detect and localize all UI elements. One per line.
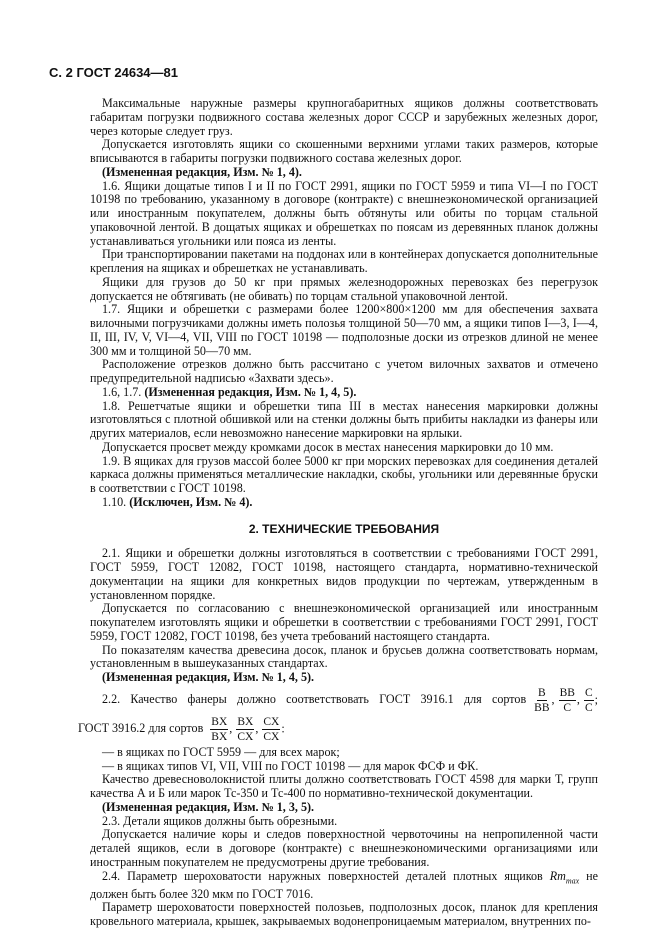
paragraph: 2.3. Детали ящиков должны быть обрезными.	[102, 813, 338, 828]
fraction: $\frac{BX}{BX}$	[211, 715, 228, 743]
list-item: — в ящиках по ГОСТ 5959 — для всех марок;	[102, 744, 340, 759]
paragraph: По показателям качества древесина досок, планок и брусьев должна соответствовать нормам, установленным в вышеуказанных стандартах.	[90, 642, 598, 671]
amendment-note: (Измененная редакция, Изм. № 1, 4).	[102, 164, 302, 179]
paragraph: 1.8. Решетчатые ящики и обрешетки типа III в местах нанесения маркировки должны изготовляться с плотной обшивкой или на стенки должны быть прибиты накладки из фанеры или других материалов, если невозможно нанесение маркировки на ярлыки.	[90, 398, 598, 440]
paragraph	[90, 870, 598, 902]
fraction: $\frac{C}{C}$	[584, 686, 593, 714]
paragraph: Параметр шероховатости поверхностей полозьев, подполозных досок, планок для крепления кровельного материала, крышек, закрываемых водонепроницаемым материалом, внутренних по-	[90, 900, 598, 929]
paragraph-text: 2.4. Параметр шероховатости наружных поверхностей деталей плотных ящиков	[102, 868, 550, 883]
paragraph: Качество древесноволокнистой плиты должно соответствовать ГОСТ 4598 для марки Т, групп качества А и Б или марок Тс-350 и Тс-400 по нормативно-технической документации.	[90, 772, 598, 800]
fraction-line-2	[78, 716, 598, 743]
paragraph: 1.9. В ящиках для грузов массой более 5000 кг при морских перевозках для соединения деталей каркаса должны применяться металлические накладки, скобы, угольники или деревянные бруски в соответствии с ГОСТ 10198.	[90, 453, 598, 495]
fraction-line-1	[90, 687, 598, 714]
paragraph: 1.7. Ящики и обрешетки с размерами более 1200×800×1200 мм для обеспечения захвата вилочными погрузчиками должны иметь полозья толщиной 50—70 мм, а ящики типов I—3, I—4, II, III, IV, V, VI—4, VII, VIII по ГОСТ 10198 — подполозные доски из отрезков длиной не менее 300 мм и толщиной 50—70 мм.	[90, 302, 598, 358]
amendment-text: (Измененная редакция, Изм. № 1, 4, 5).	[144, 384, 357, 399]
grade-fractions-2: $\frac{BX}{BX}$ , $\frac{BX}{CX}$ , $\frac{CX}{CX}$ :	[211, 715, 285, 743]
paragraph: При транспортировании пакетами на поддонах или в контейнерах допускается дополнительные крепления на ящиках и обрешетках не устанавливать.	[90, 247, 598, 275]
amendment-note	[90, 386, 598, 400]
fraction: $\frac{BB}{C}$	[559, 686, 575, 714]
paragraph-text: не должен быть более 320 мкм по ГОСТ 7016.	[90, 868, 598, 901]
page-header: С. 2 ГОСТ 24634—81	[49, 65, 178, 80]
section-heading: 2. ТЕХНИЧЕСКИЕ ТРЕБОВАНИЯ	[248, 521, 440, 536]
roughness-symbol: Rm	[549, 868, 566, 883]
paragraph: 2.1. Ящики и обрешетки должны изготовляться в соответствии с требованиями ГОСТ 2991, ГОСТ 5959, ГОСТ 12082, ГОСТ 10198, настоящего стандарта, нормативно-технической документации на ящики для конкретных видов продукции по чертежам, утвержденным в установленном порядке.	[90, 546, 598, 602]
paragraph: ГОСТ 3916.2 для сортов	[78, 721, 204, 736]
fraction: $\frac{B}{BB}$	[534, 686, 550, 714]
grade-fractions-1: $\frac{B}{BB}$ , $\frac{BB}{C}$ , $\frac{C}{C}$ ;	[534, 686, 598, 714]
paragraph: 2.2. Качество фанеры должно соответствовать ГОСТ 3916.1 для сортов	[102, 692, 527, 707]
clause-ref: 1.10.	[102, 494, 130, 509]
paragraph: Максимальные наружные размеры крупногабаритных ящиков должны соответствовать габаритам погрузки подвижного состава железных дорог СССР и зарубежных железных дорог, через которые следует груз.	[90, 96, 598, 138]
amendment-text: (Исключен, Изм. № 4).	[129, 494, 253, 509]
paragraph: Допускается наличие коры и следов поверхностной червоточины на непропиленной части деталей ящиков, если в договоре (контракте) с внешнеэкономическими организациями или иностранным покупателем не предусмотрены другие требования.	[90, 827, 598, 869]
amendment-note: (Измененная редакция, Изм. № 1, 3, 5).	[102, 799, 315, 814]
amendment-note	[90, 496, 598, 510]
paragraph: Допускается просвет между кромками досок в местах нанесения маркировки до 10 мм.	[102, 439, 554, 454]
list-item: — в ящиках типов VI, VII, VIII по ГОСТ 10198 — для марок ФСФ и ФК.	[102, 758, 479, 773]
paragraph: Расположение отрезков должно быть рассчитано с учетом вилочных захватов и отмечено предупредительной надписью «Захвати здесь».	[90, 357, 598, 385]
amendment-note: (Измененная редакция, Изм. № 1, 4, 5).	[102, 670, 315, 684]
clause-ref: 1.6, 1.7.	[102, 384, 145, 399]
fraction: $\frac{BX}{CX}$	[237, 715, 254, 743]
paragraph: Допускается по согласованию с внешнеэкономической организацией или иностранным покупателем изготовлять ящики и обрешетки в соответствии с требованиями ГОСТ 2991, ГОСТ 5959, ГОСТ 12082, ГОСТ 10198, без учета требований настоящего стандарта.	[90, 601, 598, 643]
paragraph: 1.6. Ящики дощатые типов I и II по ГОСТ 2991, ящики по ГОСТ 5959 и типа VI—I по ГОСТ 10198 по требованию, указанному в договоре (контракте) с внешнеэкономической организацией или иностранным покупателем, должны быть обтянуты или обиты по торцам стальной упаковочной лентой. В дощатых ящиках и обрешетках по поясам из деревянных планок должны устанавливаться угольники или пояса из ленты.	[90, 178, 598, 248]
paragraph: Допускается изготовлять ящики со скошенными верхними углами таких размеров, которые вписываются в габариты погрузки подвижного состава железных дорог.	[90, 137, 598, 165]
document-body	[78, 96, 598, 929]
fraction: $\frac{CX}{CX}$	[263, 715, 280, 743]
paragraph: Ящики для грузов до 50 кг при прямых железнодорожных перевозках без перегрузок допускается не обтягивать (не обивать) по торцам стальной упаковочной лентой.	[90, 274, 598, 303]
roughness-subscript: max	[565, 875, 580, 885]
